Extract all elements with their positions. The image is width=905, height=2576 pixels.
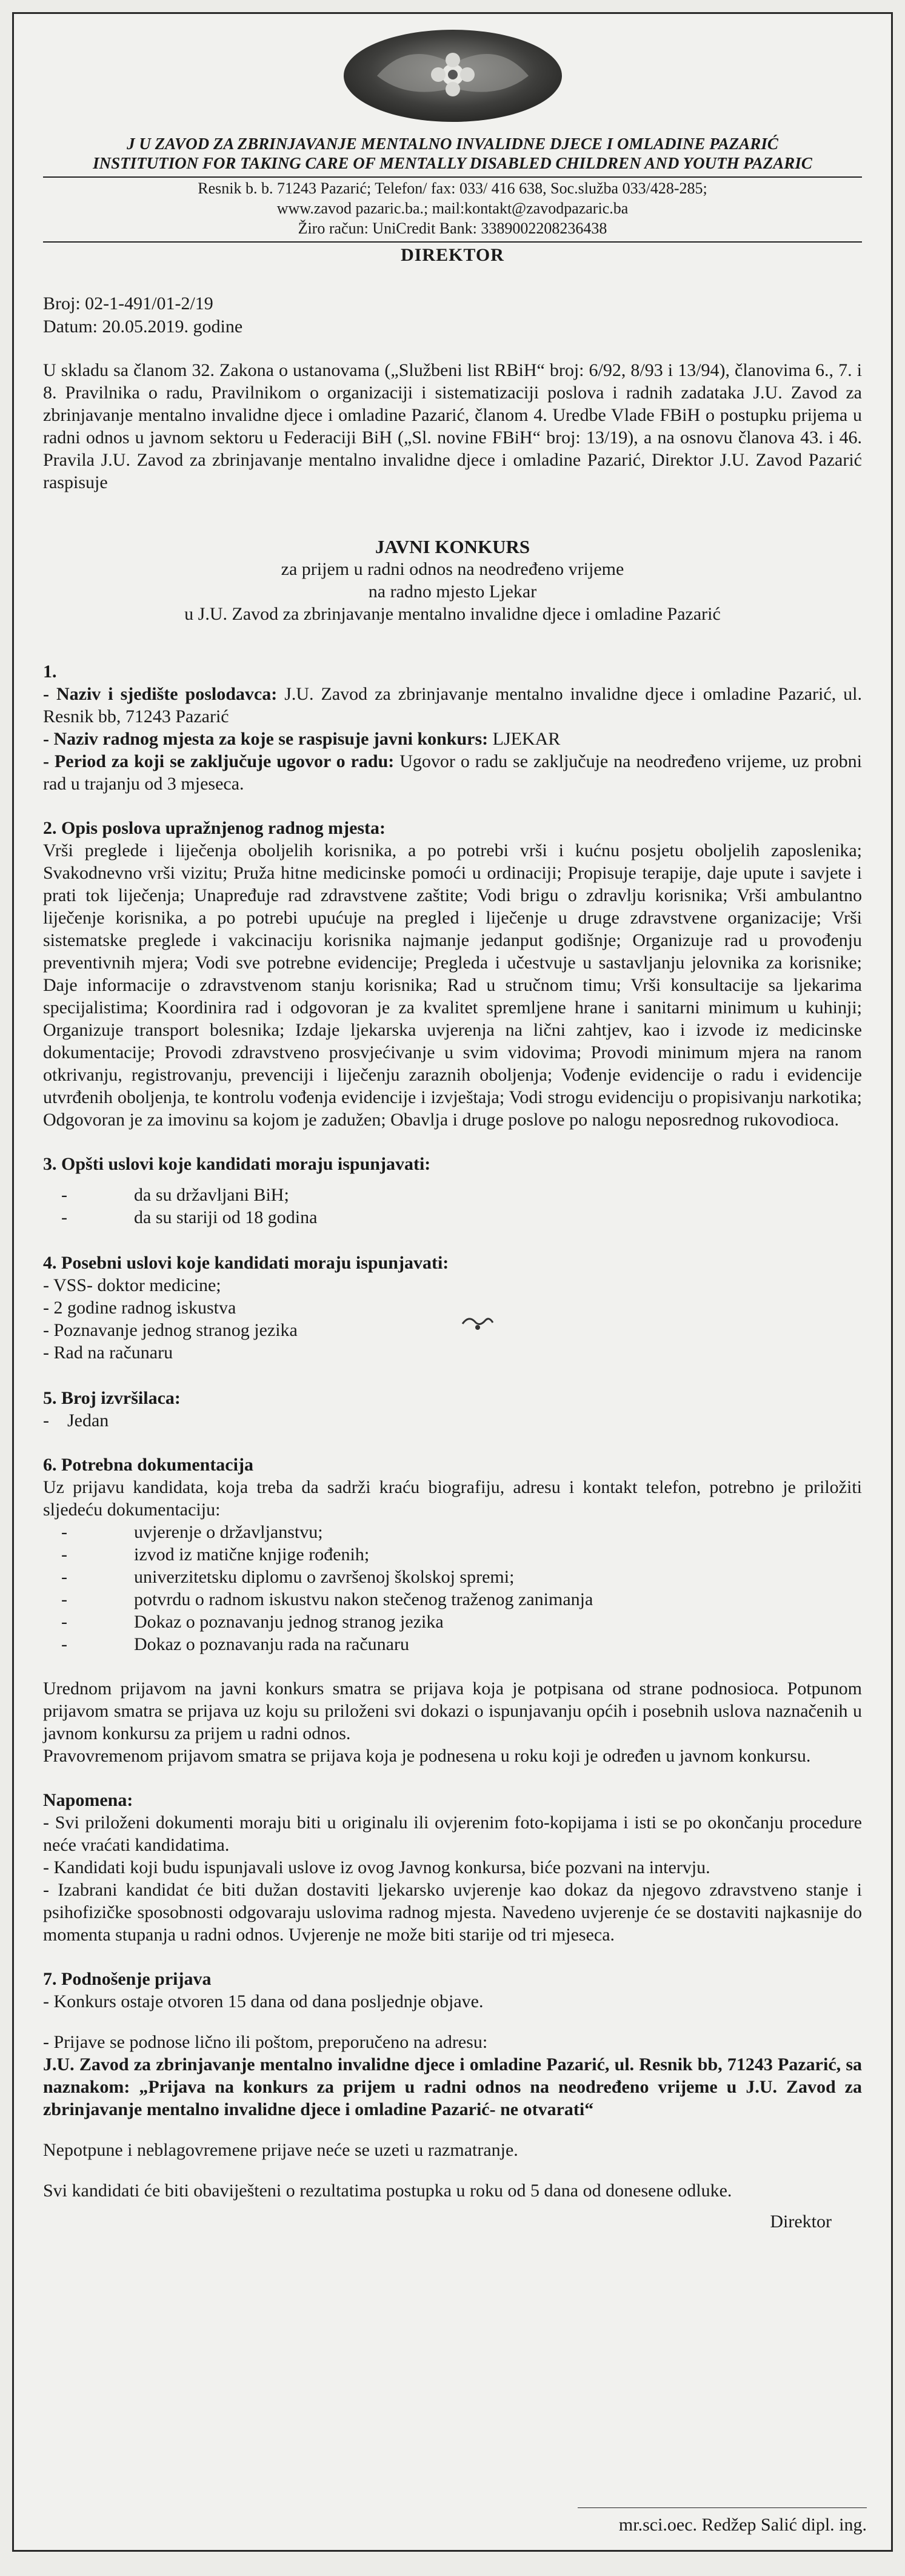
contract-period-value: Ugovor o radu se zaključuje na neodređeno vrijeme, uz probni rad u trajanju od 3 mjeseca. — [43, 751, 862, 794]
list-item: - da su stariji od 18 godina — [43, 1206, 862, 1229]
section-3 — [43, 1153, 862, 1229]
document-page — [12, 12, 893, 2552]
ink-smudge-icon — [459, 1312, 496, 1336]
timely-application-paragraph: Pravovremenom prijavom smatra se prijava koja je podnesena u roku koji je određen u javnom konkursu. — [43, 1746, 811, 1766]
section-5 — [43, 1387, 862, 1432]
contract-period-item — [43, 750, 862, 795]
position-label: - Naziv radnog mjesta za koje se raspisuje javni konkurs: — [43, 729, 489, 749]
section-5-heading: 5. Broj izvršilaca: — [43, 1388, 181, 1408]
list-item: - Rad na računaru — [43, 1341, 862, 1364]
section-3-heading: 3. Opšti uslovi koje kandidati moraju ispunjavati: — [43, 1154, 431, 1174]
napomena-item: - Kandidati koji budu ispunjavali uslove iz ovog Javnog konkursa, biće pozvani na intervju. — [43, 1857, 710, 1877]
number-of-positions: - Jedan — [43, 1409, 862, 1432]
contact-web-mail: www.zavod pazaric.ba.; mail:kontakt@zavodpazaric.ba — [276, 200, 629, 217]
list-item: - Dokaz o poznavanju rada na računaru — [43, 1633, 862, 1655]
deadline-item: - Konkurs ostaje otvoren 15 dana od dana posljednje objave. — [43, 1991, 484, 2011]
signature-line — [578, 2507, 867, 2508]
section-7 — [43, 1968, 862, 2202]
position-value: LJEKAR — [488, 729, 561, 749]
section-1-number: 1. — [43, 662, 57, 682]
konkurs-title: JAVNI KONKURS — [375, 536, 530, 557]
section-7-heading: 7. Podnošenje prijava — [43, 1969, 212, 1989]
contact-address: Resnik b. b. 71243 Pazarić; Telefon/ fax: 033/ 416 638, Soc.služba 033/428-285; — [198, 179, 707, 197]
institution-name: J U ZAVOD ZA ZBRINJAVANJE MENTALNO INVALIDNE DJECE I OMLADINE PAZARIĆ — [127, 135, 778, 153]
list-item: - VSS- doktor medicine; — [43, 1274, 862, 1296]
emblem-icon — [341, 27, 565, 124]
document-number: Broj: 02-1-491/01-2/19 — [43, 293, 213, 314]
employer-item — [43, 683, 862, 728]
konkurs-employer: u J.U. Zavod za zbrinjavanje mentalno invalidne djece i omladine Pazarić — [184, 604, 721, 624]
document-date: Datum: 20.05.2019. godine — [43, 317, 243, 337]
section-6-heading: 6. Potrebna dokumentacija — [43, 1455, 253, 1475]
divider — [43, 176, 862, 178]
konkurs-position: na radno mjesto Ljekar — [368, 582, 537, 602]
general-conditions-list — [43, 1184, 862, 1229]
special-conditions-list — [43, 1274, 862, 1364]
list-item: - univerzitetsku diplomu o završenoj školskoj spremi; — [43, 1566, 862, 1588]
documentation-intro: Uz prijavu kandidata, koja treba da sadrži kraću biografiju, adresu i kontakt telefon, potrebno je priložiti sljedeću dokumentaciju: — [43, 1477, 862, 1520]
employer-label: - Naziv i sjedište poslodavca: — [43, 684, 278, 704]
napomena-item: - Svi priloženi dokumenti moraju biti u originalu ili ovjerenim foto-kopijama i isti se po okončanju procedure neće vraćati kandidatima. — [43, 1813, 862, 1855]
list-item: - izvod iz matične knjige rođenih; — [43, 1543, 862, 1566]
intro-paragraph: U skladu sa članom 32. Zakona o ustanovama („Službeni list RBiH“ broj: 6/92, 8/93 i 13/94), članovima 6., 7. i 8. Pravilnika o radu, Pravilnikom o organizaciji i sistematizaciji poslova i radnih zadataka J.U. Zavod za zbrinjavanje mentalno invalidne djece i omladine Pazarić, članom 4. Uredbe Vlade FBiH o postupku prijema u radni odnos u javnom sektoru u Federaciji BiH („Sl. novine FBiH“ broj: 13/19), a na osnovu članova 43. i 46. Pravila J.U. Zavod za zbrinjavanje mentalno invalidne djece i omladine Pazarić, Direktor J.U. Zavod Pazarić raspisuje — [43, 360, 862, 492]
list-item: - uvjerenje o državljanstvu; — [43, 1521, 862, 1543]
position-item — [43, 728, 862, 750]
contract-period-label: - Period za koji se zaključuje ugovor o radu: — [43, 751, 395, 771]
documentation-list — [43, 1521, 862, 1655]
submission-address: J.U. Zavod za zbrinjavanje mentalno invalidne djece i omladine Pazarić, ul. Resnik bb, 71243 Pazarić, sa naznakom: „Prijava na konkurs za prijem u radni odnos na neodređeno vrijeme u J.U. Zavod za zbrinjavanje mentalno invalidne djece i omladine Pazarić- ne otvarati“ — [43, 2054, 862, 2119]
notification-notice: Svi kandidati će biti obaviješteni o rezultatima postupka u roku od 5 dana od donesene odluke. — [43, 2181, 732, 2201]
list-item: - 2 godine radnog iskustva — [43, 1296, 862, 1319]
section-4 — [43, 1252, 862, 1364]
napomena-item: - Izabrani kandidat će biti dužan dostaviti ljekarsko uvjerenje kao dokaz da njegovo zdravstveno stanje i psihofizičke sposobnosti odgovaraju uslovima radnog mjesta. Navedeno uvjerenje će se dostaviti najkasnije do momenta stupanja u radni odnos. Uvjerenje ne može biti starije od tri mjeseca. — [43, 1880, 862, 1945]
valid-application-paragraph: Urednom prijavom na javni konkurs smatra se prijava koja je potpisana od strane podnosioca. Potpunom prijavom smatra se prijava uz koju su priloženi svi dokazi o ispunjavanju općih i posebnih uslova naznačenih u javnom konkursu za prijem u radni odnos. — [43, 1679, 862, 1743]
office-title: DIREKTOR — [401, 245, 504, 265]
institution-logo — [43, 14, 862, 130]
list-item: - Dokaz o poznavanju jednog stranog jezika — [43, 1611, 862, 1633]
list-item: - Poznavanje jednog stranog jezika — [43, 1319, 862, 1341]
incomplete-notice: Nepotpune i neblagovremene prijave neće se uzeti u razmatranje. — [43, 2140, 518, 2160]
napomena-section — [43, 1789, 862, 1946]
section-2 — [43, 817, 862, 1131]
employer-value: J.U. Zavod za zbrinjavanje mentalno invalidne djece i omladine Pazarić, ul. Resnik bb, 71243 Pazarić — [43, 684, 863, 726]
signatory-name: mr.sci.oec. Redžep Salić dipl. ing. — [618, 2515, 867, 2535]
list-item: - da su državljani BiH; — [43, 1184, 862, 1206]
job-description: Vrši preglede i liječenja oboljelih korisnika, a po potrebi vrši i kućnu posjetu oboljelih zaposlenika; Svakodnevno vrši vizitu; Pruža hitne medicinske pomoći u ordinaciji; Propisuje terapije, daje upute i savjete i prati tok liječenja; Unapređuje rad zdravstvene zaštite; Vodi brigu o zdravlju korisnika; Vrši ambulantno liječenje korisnika, a po potrebi upućuje na pregled i liječenje u druge zdravstvene organizacije; Vrši sistematske preglede i vakcinaciju korisnika najmanje jedanput godišnje; Organizuje rad u provođenju preventivnih mjera; Vodi sve potrebne evidencije; Pregleda i učestvuje u sastavljanju jelovnika za korisnike; Daje informacije o zdravstvenom stanju korisnika; Rad u stručnom timu; Vrši konsultacije sa ljekarima specijalistima; Koordinira rad i odgovoran je za kvalitet spremljene hrane i sanitarni minimum u kuhinji; Organizuje transport bolesnika; Izdaje ljekarska uvjerenja na lični zahtjev, kao i izvode iz medicinske dokumentacije; Provodi zdravstveno prosvjećivanje u svim vidovima; Provodi minimum mjera na ranom otkrivanju, registrovanju, prevenciji i liječenju zaraznih oboljenja; Vođenje evidencije o radu i evidencije utvrđenih oboljenja, te kontrolu vođenja evidencije i izvještaja; Vodi strogu evidenciju o propisivanju narkotika; Odgovoran je za imovinu sa kojom je zadužen; Obavlja i druge poslove po nalogu neposrednog rukovodioca. — [43, 840, 862, 1130]
section-6 — [43, 1454, 862, 1767]
section-1 — [43, 660, 862, 795]
address-intro: - Prijave se podnose lično ili poštom, preporučeno na adresu: — [43, 2032, 488, 2052]
section-4-heading: 4. Posebni uslovi koje kandidati moraju ispunjavati: — [43, 1253, 449, 1273]
napomena-heading: Napomena: — [43, 1790, 133, 1810]
section-2-heading: 2. Opis poslova upražnjenog radnog mjesta: — [43, 818, 386, 838]
document-meta — [43, 292, 862, 338]
divider — [43, 241, 862, 243]
contact-bank-account: Žiro račun: UniCredit Bank: 3389002208236438 — [298, 220, 607, 237]
konkurs-subtitle: za prijem u radni odnos na neodređeno vrijeme — [281, 559, 624, 579]
list-item: - potvrdu o radnom iskustvu nakon stečenog traženog zanimanja — [43, 1588, 862, 1611]
institution-name-english: INSTITUTION FOR TAKING CARE OF MENTALLY DISABLED CHILDREN AND YOUTH PAZARIC — [93, 154, 812, 172]
signature-title: Direktor — [770, 2212, 832, 2232]
